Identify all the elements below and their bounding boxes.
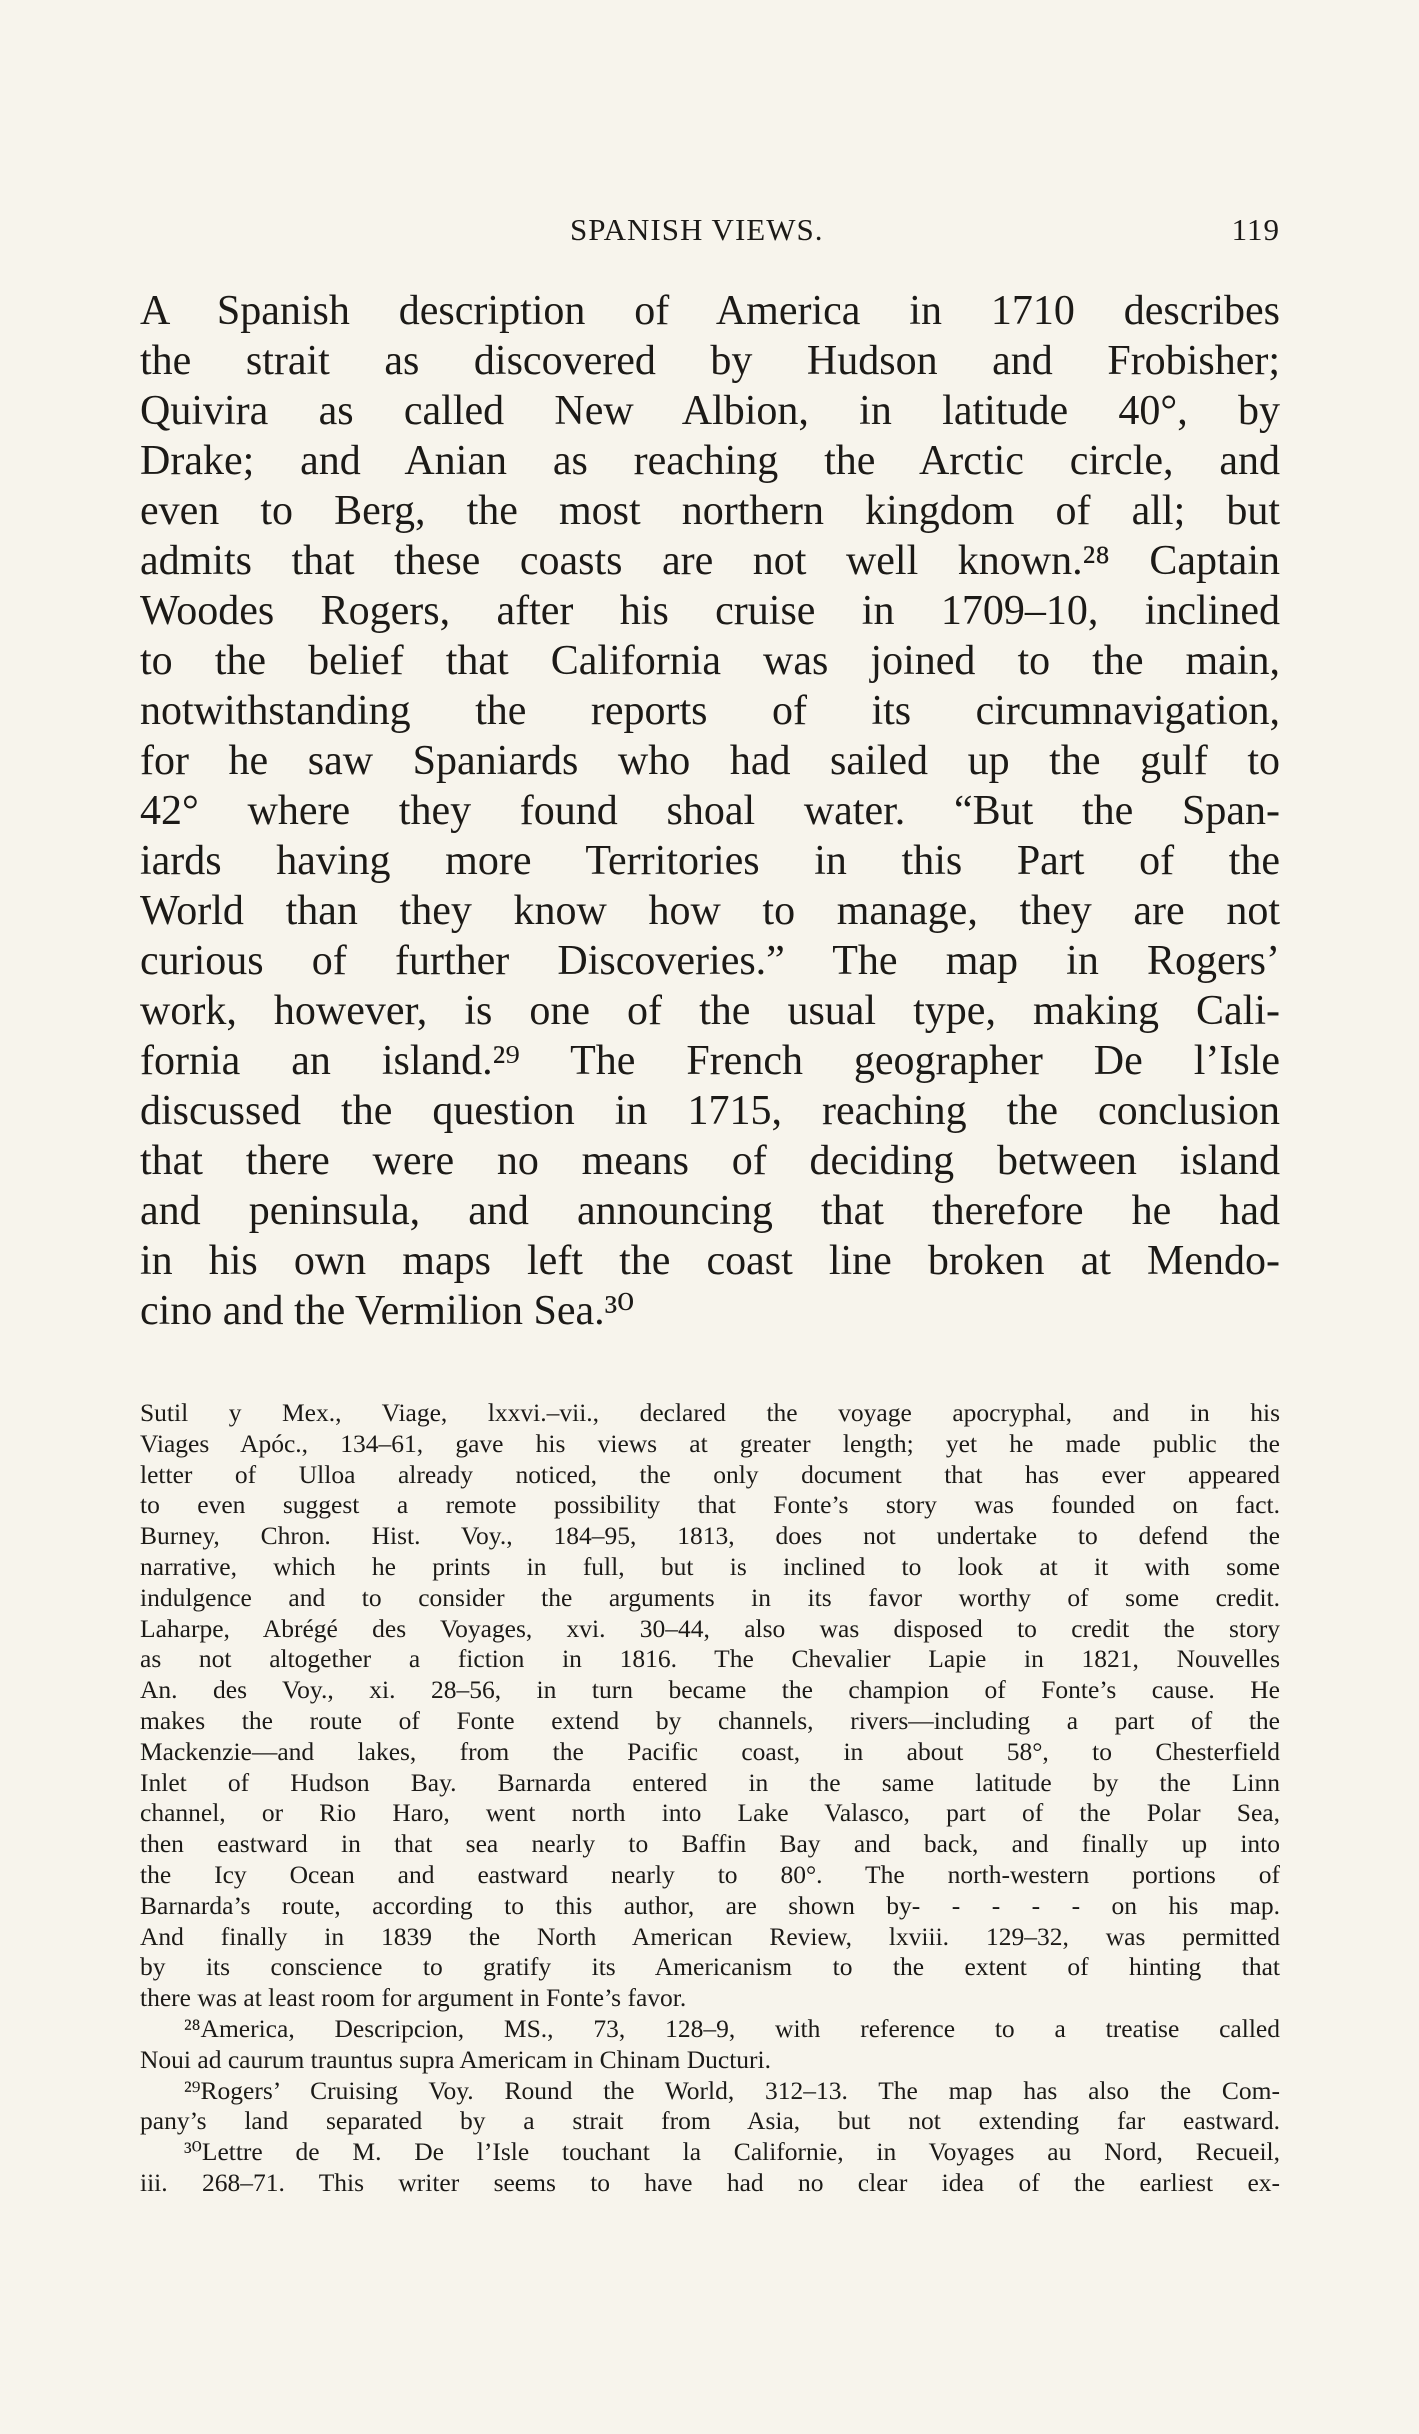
footnote-line: Viages Apóc., 134–61, gave his views at greater length; yet he made public the (140, 1428, 1280, 1458)
body-line: Drake; and Anian as reaching the Arctic circle, and (140, 438, 1280, 484)
footnote-line: pany’s land separated by a strait from Asia, but not extending far eastward. (140, 2106, 1280, 2136)
body-line: work, however, is one of the usual type, making Cali- (140, 988, 1280, 1034)
body-line: the strait as discovered by Hudson and Frobisher; (140, 338, 1280, 384)
running-head (140, 212, 1280, 256)
body-line: discussed the question in 1715, reaching the conclusion (140, 1088, 1280, 1134)
body-line: even to Berg, the most northern kingdom of all; but (140, 488, 1280, 534)
body-line: notwithstanding the reports of its circumnavigation, (140, 688, 1280, 734)
body-line: that there were no means of deciding between island (140, 1138, 1280, 1184)
body-line: admits that these coasts are not well known.²⁸ Captain (140, 538, 1280, 584)
footnote-line: there was at least room for argument in Fonte’s favor. (140, 1983, 687, 2013)
footnote-line: indulgence and to consider the arguments in its favor worthy of some credit. (140, 1582, 1280, 1612)
footnote-line: Sutil y Mex., Viage, lxxvi.–vii., declared the voyage apocryphal, and in his (140, 1398, 1280, 1427)
footnote-line: then eastward in that sea nearly to Baffin Bay and back, and finally up into (140, 1829, 1280, 1859)
footnote-line: Barnarda’s route, according to this author, are shown by- - - - - on his map. (140, 1890, 1280, 1920)
footnote-line: Mackenzie—and lakes, from the Pacific coast, in about 58°, to Chesterfield (140, 1736, 1280, 1766)
footnote-line: as not altogether a fiction in 1816. The Chevalier Lapie in 1821, Nouvelles (140, 1644, 1280, 1674)
body-line: cino and the Vermilion Sea.³⁰ (140, 1288, 635, 1334)
footnote-line: Burney, Chron. Hist. Voy., 184–95, 1813, does not undertake to defend the (140, 1521, 1280, 1551)
body-line: 42° where they found shoal water. “But the Span- (140, 788, 1280, 834)
body-paragraph (140, 286, 1280, 1336)
body-line: and peninsula, and announcing that therefore he had (140, 1188, 1280, 1234)
body-line: for he saw Spaniards who had sailed up the gulf to (140, 738, 1280, 784)
footnote-line: Laharpe, Abrégé des Voyages, xvi. 30–44, also was disposed to credit the story (140, 1613, 1280, 1643)
footnote-line: channel, or Rio Haro, went north into Lake Valasco, part of the Polar Sea, (140, 1798, 1280, 1828)
footnote-line: the Icy Ocean and eastward nearly to 80°. The north-western portions of (140, 1859, 1280, 1889)
footnote-line: ²⁹Rogers’ Cruising Voy. Round the World, 312–13. The map has also the Com- (184, 2075, 1280, 2105)
body-line: fornia an island.²⁹ The French geographer De l’Isle (140, 1038, 1280, 1084)
footnotes (140, 1398, 1280, 2199)
body-line: to the belief that California was joined to the main, (140, 638, 1280, 684)
footnote-line: narrative, which he prints in full, but is inclined to look at it with some (140, 1551, 1280, 1581)
body-line: World than they know how to manage, they are not (140, 888, 1280, 934)
footnote-line: to even suggest a remote possibility that Fonte’s story was founded on fact. (140, 1490, 1280, 1520)
footnote-line: makes the route of Fonte extend by channels, rivers—including a part of the (140, 1705, 1280, 1735)
footnote-line: An. des Voy., xi. 28–56, in turn became the champion of Fonte’s cause. He (140, 1675, 1280, 1705)
body-line: iards having more Territories in this Part of the (140, 838, 1280, 884)
footnote-line: ²⁸America, Descripcion, MS., 73, 128–9, with reference to a treatise called (184, 2013, 1280, 2043)
footnote-line: Inlet of Hudson Bay. Barnarda entered in the same latitude by the Linn (140, 1767, 1280, 1797)
footnote-line: And finally in 1839 the North American Review, lxviii. 129–32, was permitted (140, 1921, 1280, 1951)
body-line: Woodes Rogers, after his cruise in 1709–10, inclined (140, 588, 1280, 634)
footnote-line: ³⁰Lettre de M. De l’Isle touchant la Californie, in Voyages au Nord, Recueil, (184, 2137, 1280, 2167)
body-line: curious of further Discoveries.” The map in Rogers’ (140, 938, 1280, 984)
running-title: SPANISH VIEWS. (570, 212, 824, 247)
body-line: A Spanish description of America in 1710 describes (140, 288, 1280, 334)
footnote-line: iii. 268–71. This writer seems to have had no clear idea of the earliest ex- (140, 2167, 1280, 2197)
page-number: 119 (1231, 212, 1280, 247)
footnote-line: letter of Ulloa already noticed, the only document that has ever appeared (140, 1459, 1280, 1489)
footnote-line: by its conscience to gratify its Americanism to the extent of hinting that (140, 1952, 1280, 1982)
footnote-line: Noui ad caurum trauntus supra Americam in Chinam Ducturi. (140, 2044, 771, 2074)
body-line: in his own maps left the coast line broken at Mendo- (140, 1238, 1280, 1284)
body-line: Quivira as called New Albion, in latitude 40°, by (140, 388, 1280, 434)
